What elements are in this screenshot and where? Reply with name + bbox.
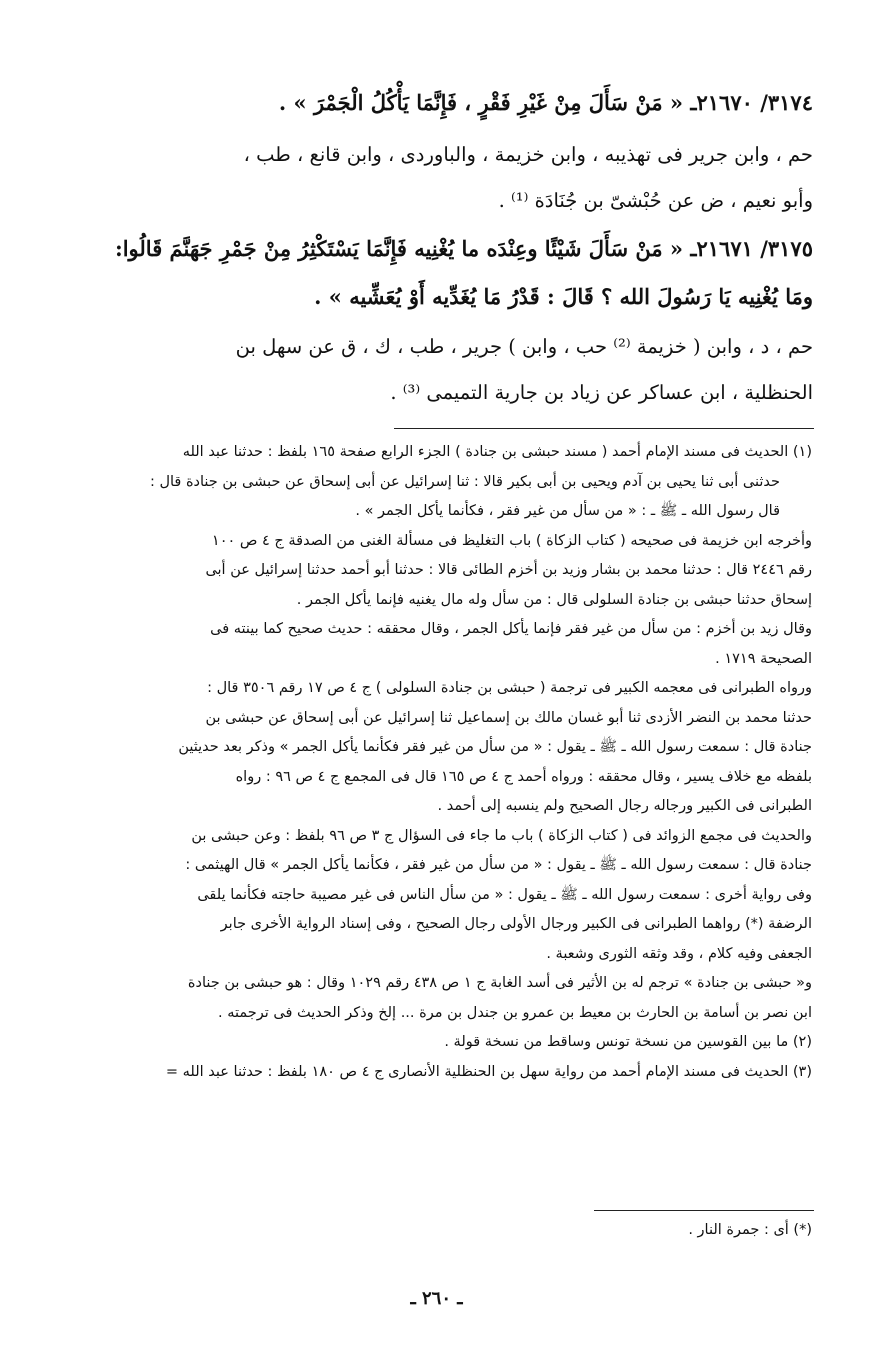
footnote-1-line: إسحاق حدثنا حبشى بن جنادة السلولى قال : من سأل وله مال يغنيه فإنما يأكل الجمر . xyxy=(296,591,812,608)
page-number: ـ ٢٦٠ ـ xyxy=(410,1288,463,1309)
asterisk-note-separator xyxy=(594,1210,814,1211)
footnote-1-line: بلفظه مع خلاف يسير ، وقال محققه : ورواه أحمد ج ٤ ص ١٦٥ قال فى المجمع ج ٤ ص ٩٦ : رواه xyxy=(235,768,812,785)
hadith-3175-line2: ومَا يُغْنِيه يَا رَسُولَ الله ؟ قَالَ : قَدْرُ مَا يُغَدِّيه أَوْ يُعَشِّيه » . xyxy=(314,284,813,309)
footnote-1-line: حدثنا محمد بن النضر الأزدى ثنا أبو غسان مالك بن إسماعيل ثنا إسرائيل عن أبى إسحاق عن حبشى بن xyxy=(205,709,812,726)
footnote-3: (٣) الحديث فى مسند الإمام أحمد من رواية سهل بن الحنظلية الأنصارى ج ٤ ص ١٨٠ بلفظ : حدثنا عبد الله = xyxy=(165,1063,812,1080)
hadith-3174-sources-line2: وأبو نعيم ، ض عن حُبْشىّ بن جُنَادَة ⁽¹⁾ . xyxy=(498,189,813,212)
footnote-1-line: ورواه الطبرانى فى معجمه الكبير فى ترجمة ( حبشى بن جنادة السلولى ) ج ٤ ص ١٧ رقم ٣٥٠٦ قال : xyxy=(207,680,812,696)
footnote-1-line: قال رسول الله ـ ﷺ ـ : « من سأل من غير فقر ، فكأنما يأكل الجمر » . xyxy=(355,503,780,519)
footnote-2: (٢) ما بين القوسين من نسخة تونس وساقط من نسخة قولة . xyxy=(444,1034,812,1050)
hadith-3174-sources-line1: حم ، وابن جرير فى تهذيبه ، وابن خزيمة ، والباوردى ، وابن قانع ، طب ، xyxy=(243,143,813,166)
footnote-1-line: وفى رواية أخرى : سمعت رسول الله ـ ﷺ ـ يقول : « من سأل الناس فى غير مصيبة حاجته فكأنما يلقى xyxy=(197,886,812,903)
footnote-1-line: رقم ٢٤٤٦ قال : حدثنا محمد بن بشار وزيد بن أخزم الطائى قالا : حدثنا أبو أحمد حدثنا إسرائيل عن أبى xyxy=(205,562,812,578)
hadith-3175-sources-line1: حم ، د ، وابن ( خزيمة ⁽²⁾ حب ، وابن ) جرير ، طب ، ك ، ق عن سهل بن xyxy=(235,335,813,358)
footnote-1-line: ابن نصر بن أسامة بن الحارث بن معيط بن عمرو بن جندل بن مرة ... إلخ وذكر الحديث فى ترجمته . xyxy=(218,1004,812,1021)
footnote-1-line: وأخرجه ابن خزيمة فى صحيحه ( كتاب الزكاة ) باب التغليظ فى مسألة الغنى من الصدقة ج ٤ ص ١٠٠ xyxy=(211,532,812,549)
footnote-1-line: الرضفة (*) رواهما الطبرانى فى الكبير ورجال الأولى رجال الصحيح ، وفى إسناد الرواية الأخرى جابر xyxy=(220,916,812,932)
hadith-3175-line1: ٣١٧٥/ ٢١٦٧١ـ « مَنْ سَأَلَ شَيْئًا وعِنْدَه ما يُغْنِيه فَإِنَّمَا يَسْتَكْثِرُ مِنْ جَمْرِ جَهَنَّمَ قَالُوا: xyxy=(114,236,813,261)
footnote-1-line: و« حبشى بن جنادة » ترجم له بن الأثير فى أسد الغابة ج ١ ص ٤٣٨ رقم ١٠٢٩ وقال : هو حبشى بن جنادة xyxy=(187,975,812,991)
footnote-1-line: الطبرانى فى الكبير ورجاله رجال الصحيح ولم ينسبه إلى أحمد . xyxy=(437,798,812,814)
footnotes xyxy=(44,438,812,1087)
footnote-1-line: جنادة قال : سمعت رسول الله ـ ﷺ ـ يقول : « من سأل من غير فقر فكأنما يأكل الجمر » وذكر بعد حديثين xyxy=(178,739,812,755)
hadith-3175-sources-line2: الحنظلية ، ابن عساكر عن زياد بن جارية التميمى ⁽³⁾ . xyxy=(390,381,813,404)
footnote-1-line: الجعفى وفيه كلام ، وقد وثقه الثورى وشعبة . xyxy=(546,945,812,962)
footnote-separator xyxy=(394,428,814,429)
footnote-1-line: الصحيحة ١٧١٩ . xyxy=(715,650,812,667)
footnote-1-line: (١) الحديث فى مسند الإمام أحمد ( مسند حبشى بن جنادة ) الجزء الرابع صفحة ١٦٥ بلفظ : حدثنا عبد الله xyxy=(182,444,812,460)
hadith-3174: ٣١٧٤/ ٢١٦٧٠ـ « مَنْ سَأَلَ مِنْ غَيْرِ فَقْرٍ ، فَإِنَّمَا يَأْكُلُ الْجَمْرَ » . xyxy=(278,90,813,115)
asterisk-note: (*) أى : جمرة النار . xyxy=(688,1222,812,1238)
footnote-1-line: والحديث فى مجمع الزوائد فى ( كتاب الزكاة ) باب ما جاء فى السؤال ج ٣ ص ٩٦ بلفظ : وعن حبشى بن xyxy=(191,827,812,844)
footnote-1-line: جنادة قال : سمعت رسول الله ـ ﷺ ـ يقول : « من سأل من غير فقر ، فكأنما يأكل الجمر » قال الهيثمى : xyxy=(185,857,812,873)
footnote-1-line: وقال زيد بن أخزم : من سأل من غير فقر فإنما يأكل الجمر ، وقال محققه : حديث صحيح كما بينته فى xyxy=(210,621,812,637)
footnote-1-line: حدثنى أبى ثنا يحيى بن آدم ويحيى بن أبى بكير قالا : ثنا إسرائيل عن أبى إسحاق عن حبشى بن جنادة قال : xyxy=(149,473,780,490)
